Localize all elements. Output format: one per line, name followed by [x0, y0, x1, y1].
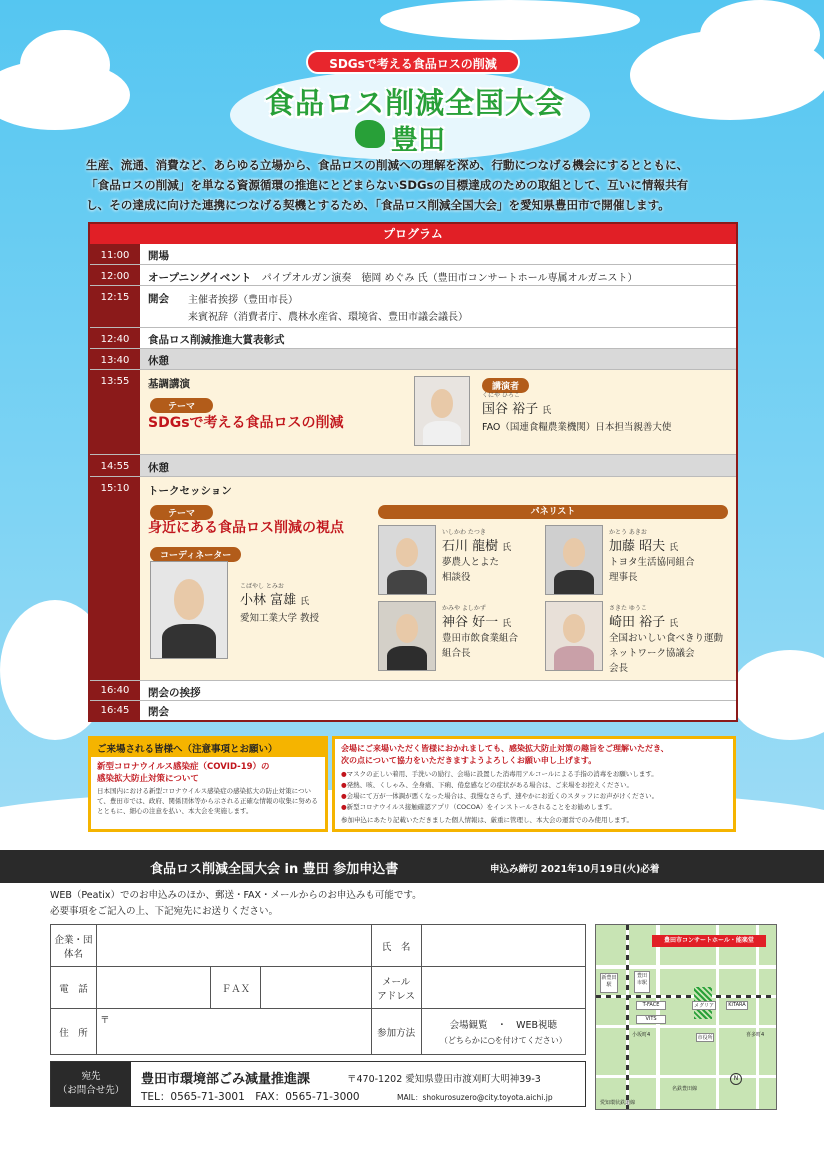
notice-footer: 参加申込にあたり記載いただきました個人情報は、厳重に管理し、本大会の運営でのみ使用します。 — [341, 816, 633, 824]
company-field[interactable] — [97, 925, 371, 967]
program-row — [90, 286, 736, 328]
notice-item-text: 会場にて万が一体調が悪くなった場合は、我慢なさらず、速やかにお近くのスタッフにお声がけください。 — [346, 792, 659, 800]
row-detail: パイプオルガン演奏 徳岡 めぐみ 氏（豊田市コンサートホール専属オルガニスト） — [261, 273, 638, 284]
keynote-theme: SDGsで考える食品ロスの削減 — [148, 415, 344, 431]
panelist-photo — [378, 525, 436, 595]
body — [554, 570, 593, 594]
map-rail — [596, 995, 777, 998]
postal-mark: 〒 — [100, 1015, 110, 1026]
intro-line: 「食品ロスの削減」を単なる資源循環の推進にとどまらないSDGsの目標達成のための取組として、互いに情報共有 — [86, 178, 689, 192]
map-label: 愛知環状鉄道線 — [600, 1100, 636, 1106]
panelist-desc: 理事長 — [609, 572, 638, 583]
map-label-building: T-FACE — [636, 1001, 666, 1010]
destination-bar — [50, 1061, 586, 1107]
coordinator-desc: 愛知工業大学 教授 — [240, 613, 320, 624]
row-title: 開会 — [148, 293, 169, 305]
row-title: 閉会 — [148, 706, 169, 718]
theme-tag: テーマ — [150, 505, 213, 520]
panelist-ruby: いしかわ たつき — [442, 529, 486, 536]
method-options: 会場観覧 ・ WEB視聴 — [449, 1020, 558, 1031]
program-table — [88, 222, 738, 722]
destination-label — [51, 1062, 131, 1106]
map-road — [596, 1075, 777, 1078]
notice-left-heading: ご来場される皆様へ（注意事項とお願い） — [91, 739, 325, 757]
row-detail: 主催者挨拶（豊田市長） — [188, 295, 298, 306]
face — [563, 538, 585, 567]
speaker-ruby: くにや ひろこ — [482, 392, 520, 399]
page-subtitle: 豊田 — [391, 125, 445, 156]
map-label-building: VITS — [636, 1015, 666, 1024]
honorific: 氏 — [300, 597, 310, 607]
panelist-desc: ネットワーク協議会 — [609, 648, 695, 659]
coordinator-name: 小林 富雄 — [240, 593, 297, 608]
body — [162, 624, 215, 658]
panelist-desc: 会長 — [609, 663, 629, 674]
row-time: 12:00 — [90, 265, 140, 285]
face — [431, 389, 453, 418]
name-label: 氏 名 — [371, 925, 421, 967]
page-title: 食品ロス削減全国大会 — [264, 86, 565, 120]
application-form — [50, 924, 586, 1055]
program-heading: プログラム — [90, 224, 736, 244]
dest-label-line: （お問合せ先） — [57, 1085, 125, 1096]
honorific: 氏 — [669, 543, 679, 553]
intro-line: 生産、流通、消費など、あらゆる立場から、食品ロスの削減への理解を深め、行動につなげる機会にするとともに、 — [86, 158, 689, 172]
email-label-line: メール — [381, 976, 411, 988]
row-title: オープニングイベント — [148, 272, 252, 284]
program-row-talk — [90, 477, 736, 681]
row-title: 閉会の挨拶 — [148, 687, 201, 699]
map-rail — [626, 925, 629, 1110]
fax-label: ＦＡＸ — [211, 967, 261, 1009]
intro-text — [86, 155, 746, 215]
notice-right-heading: 会場にご来場いただく皆様におかれましても、感染拡大防止対策の趣旨をご理解いただき、 — [341, 744, 669, 753]
face — [396, 538, 418, 567]
panelist-desc: 相談役 — [442, 572, 471, 583]
phone-field[interactable] — [97, 967, 211, 1009]
row-time: 13:40 — [90, 349, 140, 369]
honorific: 氏 — [542, 406, 552, 416]
panelist-ruby: かみや よしかず — [442, 605, 486, 612]
notice-left-red: 感染拡大防止対策について — [97, 774, 199, 784]
notice-left-body: 日本国内における新型コロナウイルス感染症の感染拡大の防止対策について、豊田市では、政府、関係団体等から示される正確な情報の収集に努めるとともに、細心の注意を払い、本大会を実施します。 — [97, 787, 318, 815]
address-field[interactable] — [97, 1009, 371, 1055]
toyota-map-icon — [355, 120, 385, 148]
north-arrow-icon: N — [730, 1073, 742, 1085]
row-detail: 来賓祝辞（消費者庁、農林水産省、環境省、豊田市議会議長） — [188, 312, 468, 323]
map-label-building: 市役所 — [697, 1035, 713, 1041]
panelist-tag: パネリスト — [378, 505, 728, 519]
method-label: 参加方法 — [371, 1009, 421, 1055]
dest-label-line: 宛先 — [81, 1071, 101, 1082]
speaker-desc: FAO（国連食糧農業機関）日本担当親善大使 — [482, 422, 672, 433]
row-time: 11:00 — [90, 244, 140, 264]
email-field[interactable] — [421, 967, 585, 1009]
dest-mail: MAIL：shokurosuzero@city.toyota.aichi.jp — [397, 1093, 553, 1102]
method-field[interactable] — [421, 1009, 585, 1055]
map-road — [716, 925, 719, 1110]
panelist-ruby: かとう あきお — [609, 529, 647, 536]
notice-item: ●会場にて万が一体調が悪くなった場合は、我慢なさらず、速やかにお近くのスタッフにお声がけください。 — [341, 792, 659, 800]
map-label: 小坂町4 — [632, 1032, 651, 1038]
cloud — [380, 0, 640, 40]
email-label-line: アドレス — [377, 990, 415, 1002]
panelist-photo — [545, 601, 603, 671]
email-label — [371, 967, 421, 1009]
company-label: 企業・団体名 — [51, 925, 97, 967]
application-note — [50, 888, 422, 920]
program-row — [90, 265, 736, 286]
event-badge: SDGsで考える食品ロスの削減 — [306, 50, 520, 74]
method-note: （どちらかに○を付けてください） — [439, 1036, 567, 1045]
cloud — [20, 30, 110, 100]
row-title: 休憩 — [148, 355, 169, 367]
coordinator-tag: コーディネーター — [150, 547, 241, 562]
notice-item-text: 新型コロナウイルス接触確認アプリ（COCOA）をインストールされることをお勧めします。 — [346, 803, 616, 811]
application-title: 食品ロス削減全国大会 in 豊田 参加申込書 — [150, 862, 399, 877]
row-time: 16:45 — [90, 701, 140, 720]
cloud — [700, 0, 820, 70]
coordinator-ruby: こばやし とみお — [240, 583, 284, 590]
program-row — [90, 244, 736, 265]
speaker-tag: 講演者 — [482, 378, 529, 393]
program-row — [90, 349, 736, 370]
body — [554, 646, 593, 670]
row-title: 基調講演 — [148, 378, 190, 390]
face — [174, 579, 204, 619]
dest-org: 豊田市環境部ごみ減量推進課 — [141, 1072, 311, 1087]
dest-address: 〒470-1202 愛知県豊田市渡刈町大明神39-3 — [347, 1074, 541, 1085]
panelist-desc: 組合長 — [442, 648, 471, 659]
row-time: 16:40 — [90, 681, 140, 700]
notice-item: ●新型コロナウイルス接触確認アプリ（COCOA）をインストールされることをお勧めします。 — [341, 803, 616, 811]
phone-label: 電 話 — [51, 967, 97, 1009]
name-field[interactable] — [421, 925, 585, 967]
panelist-name: 崎田 裕子 — [609, 615, 666, 630]
application-deadline: 申込み締切 2021年10月19日(火)必着 — [490, 864, 660, 875]
venue-map — [595, 924, 777, 1110]
panelist-name: 石川 龍樹 — [442, 539, 499, 554]
subtitle-group — [355, 118, 475, 156]
honorific: 氏 — [669, 619, 679, 629]
map-label-building: KiTARA — [726, 1001, 748, 1010]
panelist-desc: トヨタ生活協同組合 — [609, 557, 695, 568]
dest-tel: TEL：0565-71-3001 FAX：0565-71-3000 — [141, 1091, 360, 1103]
row-time: 15:10 — [90, 477, 140, 680]
application-bar — [0, 850, 824, 883]
panelist-desc: 全国おいしい食べきり運動 — [609, 633, 724, 644]
venue-label: 豊田市コンサートホール・能楽堂 — [652, 935, 766, 947]
map-label-station: 新豊田駅 — [600, 973, 618, 993]
notice-right-heading: 次の点について協力をいただきますようよろしくお願い申し上げます。 — [341, 756, 597, 765]
body — [387, 570, 426, 594]
notice-item: ●マスクの正しい着用、手洗いの励行、会場に設置した消毒用アルコールによる手指の消毒をお願いします。 — [341, 770, 658, 778]
map-road — [596, 1025, 777, 1028]
map-label-building: メグリア — [693, 1003, 714, 1009]
map-label: 喜多町4 — [746, 1032, 765, 1038]
fax-field[interactable] — [261, 967, 371, 1009]
row-time: 12:40 — [90, 328, 140, 348]
row-time: 13:55 — [90, 370, 140, 454]
panelist-name: 加藤 昭夫 — [609, 539, 666, 554]
panelist-desc: 豊田市飲食業組合 — [442, 633, 519, 644]
notice-item: ●発熱、咳、くしゃみ、全身痛、下痢、倦怠感などの症状がある場合は、ご来場をお控えください。 — [341, 781, 634, 789]
program-row — [90, 701, 736, 720]
program-row — [90, 328, 736, 349]
face — [563, 614, 585, 643]
program-row-keynote — [90, 370, 736, 455]
panelist-photo — [378, 601, 436, 671]
notice-left-red: 新型コロナウイルス感染症（COVID-19）の — [97, 762, 270, 772]
map-road — [756, 925, 759, 1110]
honorific: 氏 — [502, 543, 512, 553]
speaker-photo — [414, 376, 470, 446]
row-time: 12:15 — [90, 286, 140, 327]
note-line: 必要事項をご記入の上、下記宛先にお送りください。 — [50, 906, 279, 917]
coordinator-photo — [150, 561, 228, 659]
map-road — [596, 965, 777, 969]
map-label-station: 豊田市駅 — [634, 971, 650, 993]
panelist-name: 神谷 好一 — [442, 615, 499, 630]
notice-right — [332, 736, 736, 832]
honorific: 氏 — [502, 619, 512, 629]
row-time: 14:55 — [90, 455, 140, 476]
row-title: 開場 — [148, 250, 169, 262]
talk-theme: 身近にある食品ロス削減の視点 — [148, 520, 344, 536]
address-label: 住 所 — [51, 1009, 97, 1055]
face — [396, 614, 418, 643]
panelist-ruby: さきた ゆうこ — [609, 605, 647, 612]
body — [423, 421, 461, 445]
program-row — [90, 681, 736, 701]
row-title: トークセッション — [148, 485, 232, 497]
map-label: 名鉄豊田線 — [672, 1086, 698, 1092]
row-title: 休憩 — [148, 462, 169, 474]
program-row — [90, 455, 736, 477]
body — [387, 646, 426, 670]
panelist-photo — [545, 525, 603, 595]
notice-item-text: マスクの正しい着用、手洗いの励行、会場に設置した消毒用アルコールによる手指の消毒をお願いします。 — [346, 770, 658, 778]
note-line: WEB（Peatix）でのお申込みのほか、郵送・FAX・メールからのお申込みも可能です。 — [50, 890, 422, 901]
notice-left — [88, 736, 328, 832]
speaker-name: 国谷 裕子 — [482, 402, 539, 417]
theme-tag: テーマ — [150, 398, 213, 413]
intro-line: し、その達成に向けた連携につなげる契機とするため、「食品ロス削減全国大会」を愛知県豊田市で開催します。 — [86, 198, 670, 212]
row-title: 食品ロス削減推進大賞表彰式 — [148, 334, 285, 346]
notice-item-text: 発熱、咳、くしゃみ、全身痛、下痢、倦怠感などの症状がある場合は、ご来場をお控えください。 — [346, 781, 634, 789]
panelist-desc: 夢農人とよた — [442, 557, 500, 568]
